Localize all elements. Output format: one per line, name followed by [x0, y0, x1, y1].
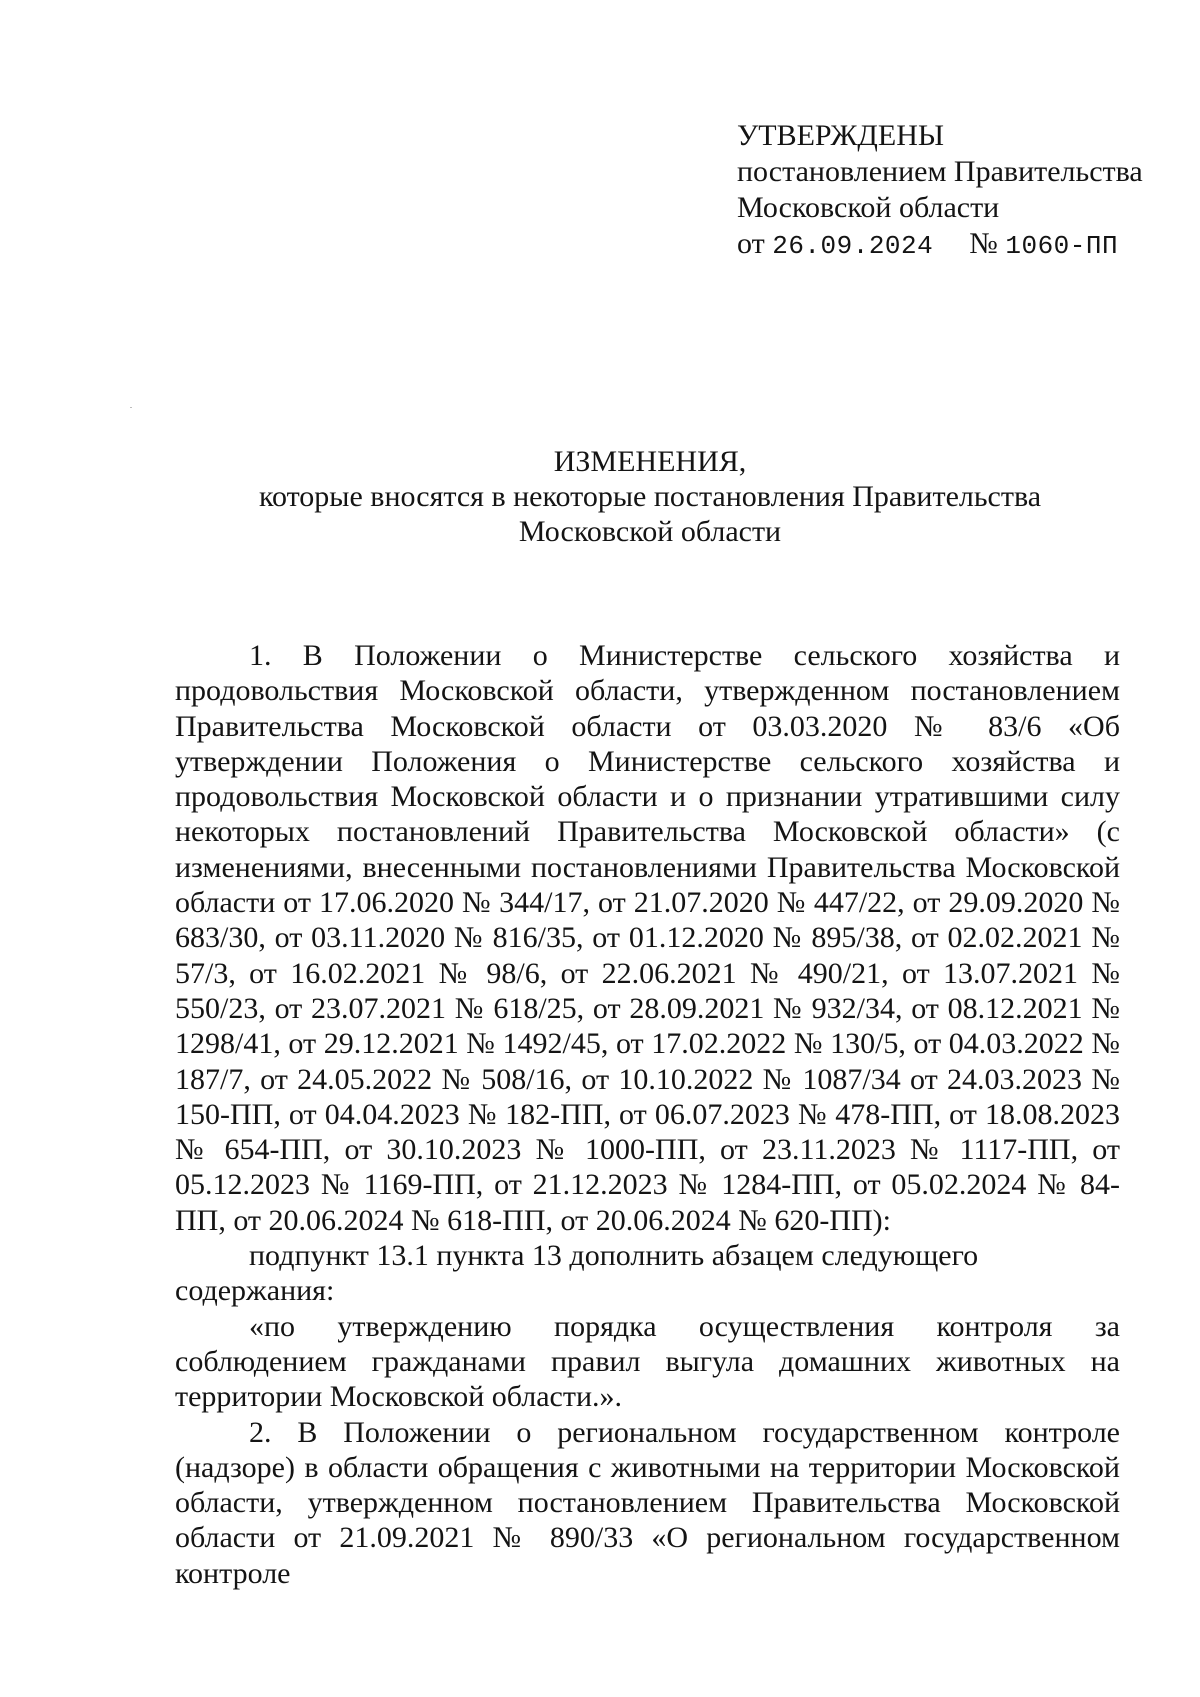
approval-date: 26.09.2024 — [772, 231, 934, 261]
title-line-2: Московской области — [518, 515, 782, 548]
approval-number: 1060-ПП — [1005, 231, 1119, 261]
body-paragraph-3: «по утверждению порядка осуществления контроля за соблюдением гражданами правил выгула домашних животных на территории Московской области.». — [175, 1309, 1120, 1414]
body-paragraph-2: подпункт 13.1 пункта 13 дополнить абзацем следующего содержания: — [175, 1239, 979, 1308]
approval-line-1: постановлением Правительства — [737, 155, 1143, 188]
approval-block — [737, 118, 1157, 264]
title-heading: ИЗМЕНЕНИЯ, — [553, 445, 747, 478]
document-body — [175, 638, 1120, 1591]
approval-line-2: Московской области — [737, 191, 1000, 224]
approval-heading: УТВЕРЖДЕНЫ — [737, 119, 945, 152]
document-title — [180, 444, 1120, 549]
title-line-1: которые вносятся в некоторые постановления Правительства — [258, 480, 1042, 513]
body-paragraph-4: 2. В Положении о региональном государственном контроле (надзоре) в области обращения с животными на территории Московской области, утвержденном постановлением Правительства Московской области от 21.09.2021 № 890/33 «О региональном государственном контроле — [175, 1415, 1120, 1590]
approval-date-line — [737, 226, 1157, 264]
body-paragraph-1: 1. В Положении о Министерстве сельского хозяйства и продовольствия Московской области, утвержденном постановлением Правительства Московской области от 03.03.2020 № 83/6 «Об утверждении Положения о Министерстве сельского хозяйства и продовольствия Московской области и о признании утратившими силу некоторых постановлений Правительства Московской области» (с изменениями, внесенными постановлениями Правительства Московской области от 17.06.2020 № 344/17, от 21.07.2020 № 447/22, от 29.09.2020 № 683/30, от 03.11.2020 № 816/35, от 01.12.2020 № 895/38, от 02.02.2021 № 57/3, от 16.02.2021 № 98/6, от 22.06.2021 № 490/21, от 13.07.2021 № 550/23, от 23.07.2021 № 618/25, от 28.09.2021 № 932/34, от 08.12.2021 № 1298/41, от 29.12.2021 № 1492/45, от 17.02.2022 № 130/5, от 04.03.2022 № 187/7, от 24.05.2022 № 508/16, от 10.10.2022 № 1087/34 от 24.03.2023 № 150-ПП, от 04.04.2023 № 182-ПП, от 06.07.2023 № 478-ПП, от 18.08.2023 № 654-ПП, от 30.10.2023 № 1000-ПП, от 23.11.2023 № 1117-ПП, от 05.12.2023 № 1169-ПП, от 21.12.2023 № 1284-ПП, от 05.02.2024 № 84-ПП, от 20.06.2024 № 618-ПП, от 20.06.2024 № 620-ПП): — [175, 639, 1120, 1237]
approval-number-sign: № — [969, 227, 998, 260]
approval-date-prefix: от — [737, 227, 765, 260]
scan-speck — [130, 407, 132, 408]
